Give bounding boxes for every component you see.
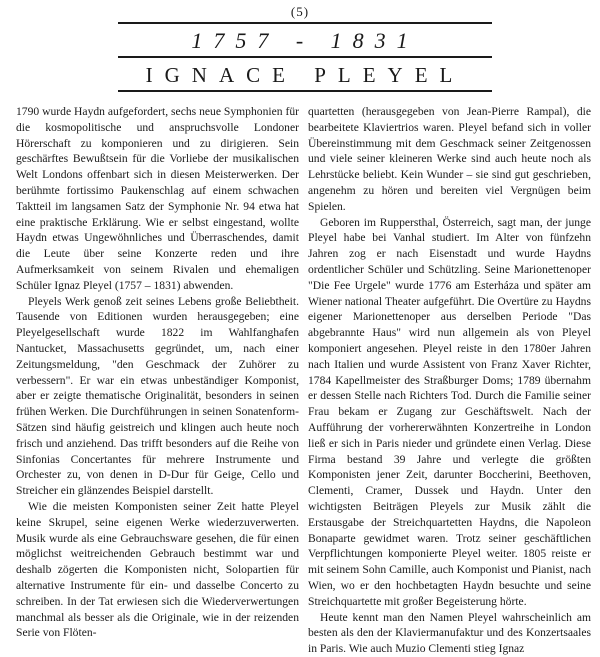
bottom-rule bbox=[118, 90, 492, 92]
left-text-column bbox=[16, 104, 299, 641]
top-rule bbox=[118, 22, 492, 24]
paragraph: 1790 wurde Haydn aufgefordert, sechs neue Symphonien für die kosmopolitische und anspruchsvolle Londoner Hörerschaft zu komponieren und zu dirigieren. Sein geschärftes Bewußtsein für die Vorliebe der musikalischen Welt Londons offenbart sich in diesen Meisterwerken. Der berühmte fortissimo Paukenschlag auf einem schwachen Taktteil im langsamen Satz der Symphonie Nr. 94 etwa hat eine praktische Erklärung. Wie er selbst eingestand, wollte Haydn etwas Ungewöhnliches und Überraschendes, damit die Leute über seine Konzerte reden und ihre Aufmerksamkeit von seinem Rivalen und ehemaligen Schüler Ignaz Pleyel (1757 – 1831) abwenden. bbox=[16, 105, 299, 292]
paragraph: Wie die meisten Komponisten seiner Zeit hatte Pleyel keine Skrupel, seine eigenen Werke wiederzuverwerten. Musik wurde als eine Gebrauchsware gesehen, die für einen möglichst weitreichenden Gebrauch bestimmt war und deshalb zögerten die Komponisten nicht, Solopartien für alternative Instrumente für ein- und dasselbe Concerto zu schreiben. In der Tat erwiesen sich die Wiederverwertungen manchmal als besser als die Originale, wie in der reizenden Serie von Flöten- bbox=[16, 499, 299, 640]
page-number: (5) bbox=[290, 4, 310, 19]
middle-rule bbox=[118, 56, 492, 58]
paragraph: Geboren im Ruppersthal, Österreich, sagt man, der junge Pleyel habe bei Vanhal studiert. Im Alter von fünfzehn Jahren zog er nach Eisenstadt und wurde Haydns ordentlicher Schüler und Schützling. Seine Marionettenoper "Die Fee Urgele" wurde 1776 am Esterháza und später am Wiener national Theater aufgeführt. Die Overtüre zu Haydns eigener Marionettenoper aus derselben Periode "Das abgebrannte Haus" wird nun allgemein als von Pleyel komponiert angesehen. Pleyel reiste in den 1780er Jahren nach Italien und wurde Assistent von Franz Xaver Richter, 1784 Kapellmeister des Straßburger Doms; 1789 übernahm er dessen Stelle nach Richters Tod. Durch die Familie seiner Frau bekam er Zugang zur Geschäftswelt. Nach der Aufführung der vorhererwähnten Konzertreihe in London ließ er sich in Paris nieder und gründete einen Verlag. Diese Firma bestand 39 Jahre und verlegte die größten Komponisten jener Zeit, darunter Boccherini, Beethoven, Clementi, Cramer, Dussek und Haydn. Unter den wichtigsten Beiträgen Pleyels zur Musik zählt die Erstausgabe der Streichquartetten Haydns, die Napoleon Bonaparte gewidmet waren. Trotz seiner geschäftlichen Verpflichtungen komponierte Pleyel weiter. 1805 reiste er mit seinem Sohn Camille, auch Komponist und Pianist, nach Wien, wo er den hochbetagten Haydn besuchte und seine Streichquartette mit großer Begeisterung hörte. bbox=[308, 215, 591, 608]
composer-years: 1757 - 1831 bbox=[191, 28, 419, 53]
paragraph: Pleyels Werk genoß zeit seines Lebens große Beliebtheit. Tausende von Editionen wurden herausgegeben; eine Pleyelgesellschaft wurde 1822 im Wahlfanghafen Nantucket, Massachusetts gegründet, um, nach einer Zeitungsmeldung, "den Geschmack der Zuhörer zu verbessern". Er war ein etwas unbeständiger Komponist, aber er zeigte thematische Originalität, besonders in seinen frühen Werken. Die Durchführungen in seinen Sonatenform-Sätzen sind häufig geistreich und klingen auch heute noch frisch und anziehend. Das trifft besonders auf die Reihe von Sinfonias Concertantes für mehrere Instrumente und Orchester zu, von denen in D-Dur für Geige, Cello und Streicher ein glänzendes Beispiel darstellt. bbox=[16, 294, 299, 498]
paragraph: quartetten (herausgegeben von Jean-Pierre Rampal), die bearbeitete Klaviertrios waren. Pleyel befand sich in voller Übereinstimmung mit dem Geschmack seiner Zeitgenossen und viele seiner kleineren Werke sind auch heute noch als Lehrstücke beliebt. Kein Wunder – sie sind gut geschrieben, angenehm zu hören und bereiten viel Vergnügen beim Spielen. bbox=[308, 105, 591, 213]
composer-name: IGNACE PLEYEL bbox=[145, 63, 465, 87]
paragraph: Heute kennt man den Namen Pleyel wahrscheinlich am besten als den der Klaviermanufaktur und des Konzertsaales in Paris. Wie auch Muzio Clementi stieg Ignaz bbox=[308, 610, 591, 656]
right-text-column bbox=[308, 104, 591, 657]
